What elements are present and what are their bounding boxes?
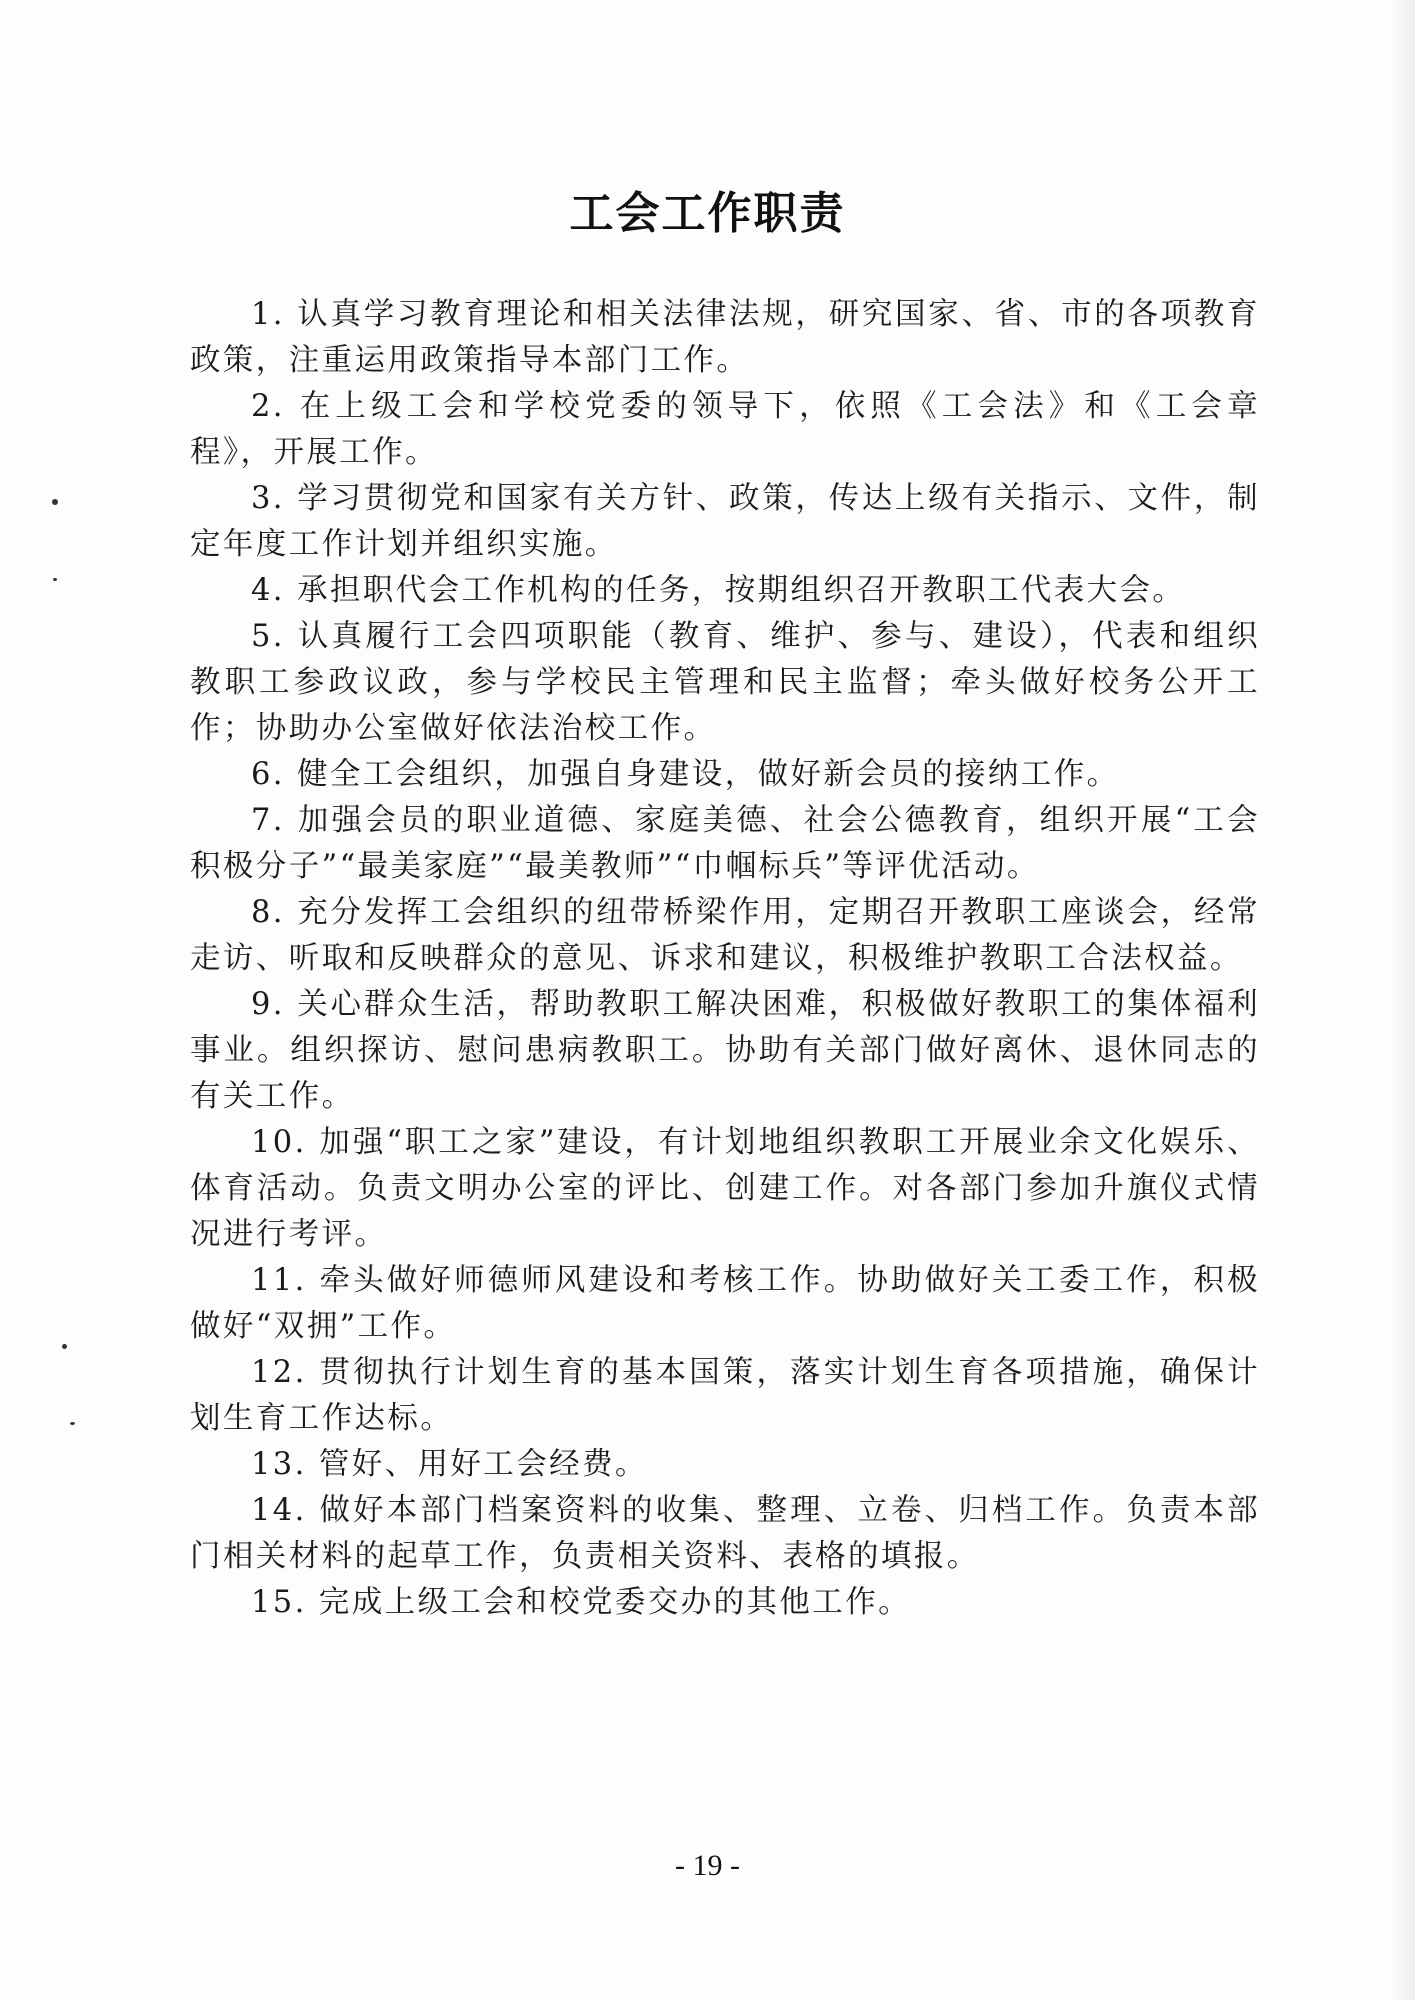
scan-speck-mark <box>53 578 57 581</box>
duty-item-5: 5. 认真履行工会四项职能（教育、维护、参与、建设），代表和组织教职工参政议政，参与学校民主管理和民主监督；牵头做好校务公开工作；协助办公室做好依法治校工作。 <box>190 619 1260 746</box>
duty-item-12: 12. 贯彻执行计划生育的基本国策，落实计划生育各项措施，确保计划生育工作达标。 <box>190 1355 1260 1436</box>
duty-item-4: 4. 承担职代会工作机构的任务，按期组织召开教职工代表大会。 <box>251 573 1186 608</box>
duty-item-9: 9. 关心群众生活，帮助教职工解决困难，积极做好教职工的集体福利事业。组织探访、慰问患病教职工。协助有关部门做好离休、退休同志的有关工作。 <box>190 987 1260 1114</box>
duty-item-14: 14. 做好本部门档案资料的收集、整理、立卷、归档工作。负责本部门相关材料的起草工作，负责相关资料、表格的填报。 <box>190 1493 1260 1574</box>
duty-item-6: 6. 健全工会组织，加强自身建设，做好新会员的接纳工作。 <box>251 757 1120 792</box>
document-body <box>190 292 1260 1626</box>
duty-item-2: 2. 在上级工会和学校党委的领导下，依照《工会法》和《工会章程》，开展工作。 <box>190 389 1260 470</box>
duty-item-13: 13. 管好、用好工会经费。 <box>251 1447 648 1482</box>
duty-item-11: 11. 牵头做好师德师风建设和考核工作。协助做好关工委工作，积极做好“双拥”工作。 <box>190 1263 1260 1344</box>
duty-item-8: 8. 充分发挥工会组织的纽带桥梁作用，定期召开教职工座谈会，经常走访、听取和反映群众的意见、诉求和建议，积极维护教职工合法权益。 <box>190 895 1260 976</box>
duty-item-15: 15. 完成上级工会和校党委交办的其他工作。 <box>251 1585 911 1620</box>
document-title: 工会工作职责 <box>569 188 846 239</box>
scan-speck-mark <box>62 1344 67 1349</box>
scan-edge-shadow <box>1393 0 1415 2000</box>
scan-speck-mark <box>52 499 58 505</box>
page-number: - 19 - <box>675 1849 740 1882</box>
duty-item-1: 1. 认真学习教育理论和相关法律法规，研究国家、省、市的各项教育政策，注重运用政策指导本部门工作。 <box>190 297 1260 378</box>
duty-item-3: 3. 学习贯彻党和国家有关方针、政策，传达上级有关指示、文件，制定年度工作计划并组织实施。 <box>190 481 1260 562</box>
duty-item-10: 10. 加强“职工之家”建设，有计划地组织教职工开展业余文化娱乐、体育活动。负责文明办公室的评比、创建工作。对各部门参加升旗仪式情况进行考评。 <box>190 1125 1260 1252</box>
scan-speck-mark <box>70 1422 75 1425</box>
duty-item-7: 7. 加强会员的职业道德、家庭美德、社会公德教育，组织开展“工会积极分子”“最美家庭”“最美教师”“巾帼标兵”等评优活动。 <box>190 803 1260 884</box>
